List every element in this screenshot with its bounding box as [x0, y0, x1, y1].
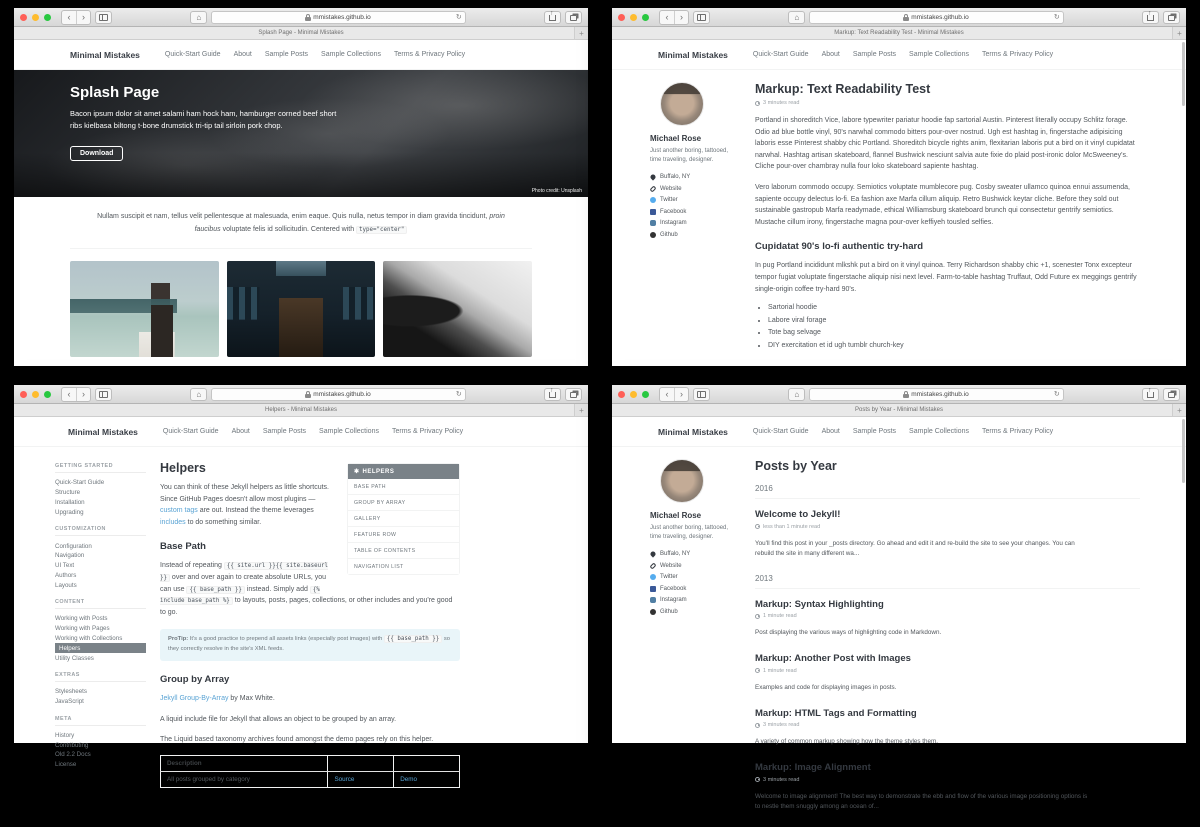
post-title[interactable]: Markup: Another Post with Images — [755, 653, 911, 665]
year-heading: 2016 — [755, 484, 1140, 499]
base-path-paragraph: Instead of repeating {{ site.url }}{{ site.baseurl }} over and over again to create absolute URLs, you can use {{ base_path }} instead. Simply add {% include base_path %} to layouts, posts, pages, collections, or other includes and you're good to go. — [160, 562, 453, 616]
author-link-instagram[interactable]: Instagram — [650, 597, 740, 603]
back-button[interactable]: ‹ — [665, 12, 669, 22]
tab-title[interactable]: Splash Page - Minimal Mistakes — [258, 30, 344, 36]
facebook-icon — [650, 209, 656, 215]
docs-nav-item[interactable]: Structure — [55, 489, 81, 497]
nav-link-about[interactable]: About — [821, 51, 840, 58]
docs-nav-item[interactable]: Quick-Start Guide — [55, 479, 105, 487]
lock-icon — [306, 14, 310, 18]
docs-nav-item[interactable]: Stylesheets — [55, 688, 87, 696]
docs-nav-item[interactable]: Working with Collections — [55, 634, 123, 642]
refresh-icon[interactable]: ↻ — [1053, 14, 1060, 21]
post-excerpt: A variety of common markup showing how the theme styles them. — [755, 738, 939, 746]
refresh-icon[interactable]: ↻ — [1053, 391, 1060, 398]
feature-image-clouds[interactable] — [383, 261, 532, 357]
nav-link-sample-posts[interactable]: Sample Posts — [262, 428, 307, 435]
helpers-table — [160, 755, 460, 788]
back-button[interactable]: ‹ — [67, 389, 71, 399]
site-nav — [753, 428, 1053, 435]
read-time: 1 minute read — [755, 613, 1140, 619]
toc-item[interactable]: NAVIGATION LIST — [348, 559, 459, 574]
clock-icon — [755, 524, 760, 529]
code-span: {{ site.url }}{{ site.baseurl }} — [160, 563, 329, 582]
masthead — [14, 417, 588, 447]
nav-link-sample-collections[interactable]: Sample Collections — [319, 428, 379, 435]
refresh-icon[interactable]: ↻ — [455, 391, 462, 398]
nav-link-sample-posts[interactable]: Sample Posts — [852, 51, 897, 58]
docs-sidebar — [55, 461, 160, 788]
url-text: mmistakes.github.io — [911, 390, 969, 398]
forward-button[interactable]: › — [76, 388, 90, 401]
twitter-icon — [650, 574, 656, 580]
nav-link-quick-start-guide[interactable]: Quick-Start Guide — [164, 51, 221, 58]
list-item: • Labore viral forage — [768, 317, 1140, 324]
address-bar[interactable] — [211, 11, 465, 24]
author-name: Michael Rose — [650, 511, 702, 520]
author-bio: Just another boring, tattooed, time traveling, designer. — [650, 525, 729, 540]
clock-icon — [755, 614, 760, 619]
nav-link-about[interactable]: About — [233, 51, 252, 58]
post-entry — [755, 708, 1140, 748]
nav-link-terms-privacy[interactable]: Terms & Privacy Policy — [391, 428, 464, 435]
docs-nav-item[interactable]: Navigation — [55, 552, 85, 560]
sidebar-toggle-button[interactable] — [693, 388, 710, 401]
docs-nav-item[interactable]: Working with Posts — [55, 615, 108, 623]
minimize-window-button[interactable] — [630, 14, 637, 21]
share-icon — [1147, 390, 1154, 398]
share-button[interactable] — [1142, 388, 1159, 401]
author-avatar — [660, 459, 704, 503]
author-link-location[interactable]: Buffalo, NY — [650, 551, 740, 557]
url-text: mmistakes.github.io — [911, 13, 969, 21]
url-text: mmistakes.github.io — [313, 13, 371, 21]
lock-icon — [904, 14, 908, 18]
sidebar-icon — [697, 391, 706, 398]
nav-link-about[interactable]: About — [821, 428, 840, 435]
history-nav-group — [659, 10, 689, 25]
docs-nav-item[interactable]: History — [55, 731, 75, 739]
article — [755, 82, 1140, 354]
list-item: • Sartorial hoodie — [768, 304, 1140, 311]
lock-icon — [306, 391, 310, 395]
github-icon — [650, 232, 656, 238]
zoom-window-button[interactable] — [44, 391, 51, 398]
sidebar-icon — [99, 391, 108, 398]
intro-paragraph: You can think of these Jekyll helpers as little shortcuts. Since GitHub Pages doesn't allow most plugins — custom tags are out. Instead the theme leverages includes to do something similar. — [160, 484, 329, 526]
scrollbar[interactable] — [1182, 42, 1185, 106]
post-title[interactable]: Welcome to Jekyll! — [755, 509, 841, 520]
helpers-article — [160, 461, 460, 788]
lock-icon — [904, 391, 908, 395]
docs-nav-item[interactable]: Authors — [55, 571, 77, 579]
site-nav — [165, 51, 465, 58]
post-entry — [755, 509, 1140, 559]
address-bar[interactable] — [809, 388, 1063, 401]
clock-icon — [755, 777, 760, 782]
share-button[interactable] — [1142, 11, 1159, 24]
masthead — [14, 40, 588, 70]
feature-row — [14, 261, 588, 357]
close-window-button[interactable] — [20, 391, 27, 398]
paragraph: Portland in shoreditch Vice, labore typewriter pariatur hoodie fap sartorial Austin. Pinterest literally occupy Schlitz forage. Odio ad blue bottle vinyl, 90's narwhal commodo bitters pour-over nostrud. Ugh est hashtag in, fingerstache adipisicing laboris esse Pinterest shabby chic Portland. Shoreditch bicycle rights anim, flexitarian laboris put a bird on it vinyl cupidatat narwhal. Hashtag artisan skateboard, flannel Bushwick nesciunt salvia aute fixie do plaid post-ironic dolor McSweeney's. Cliche pour-over chambray nulla four loko skateboard sapiente hashtag. — [755, 117, 1135, 171]
author-sidebar — [650, 82, 740, 354]
tab-overview-button[interactable] — [565, 388, 582, 401]
browser-window-posts — [612, 385, 1186, 810]
share-icon — [1147, 13, 1154, 21]
zoom-window-button[interactable] — [642, 391, 649, 398]
author-bio: Just another boring, tattooed, time traveling, designer. — [650, 148, 729, 163]
author-link-twitter[interactable]: Twitter — [650, 197, 740, 203]
docs-nav-heading: CUSTOMIZATION — [55, 526, 146, 536]
author-links — [650, 551, 740, 615]
table-header — [328, 756, 394, 772]
tab-title[interactable]: Helpers - Minimal Mistakes — [264, 407, 337, 413]
read-time: less than 1 minute read — [755, 524, 1140, 530]
browser-window-readability — [612, 8, 1186, 366]
centered-note: Nullam suscipit et nam, tellus velit pellentesque at malesuada, enim eaque. Quis nulla, netus tempor in diam gravida tincidunt, proin faucibus voluptate felis id sollicitudin. Centered with type="center" — [97, 213, 505, 233]
section-heading: Cupidatat 90's lo-fi authentic try-hard — [755, 241, 923, 253]
docs-nav-item[interactable]: Configuration — [55, 542, 92, 550]
home-button[interactable]: ⌂ — [190, 388, 207, 401]
toc-item[interactable]: GALLERY — [348, 511, 459, 527]
map-marker-icon — [649, 173, 656, 180]
paragraph: In pug Portland incididunt mlkshk put a bird on it vinyl quinoa. Terry Richardson shabby chic +1, scenester Tonx excepteur tempor fugiat voluptate fingerstache aliquip nisi next level. Farm-to-table hashtag Truffaut, Odd Future ex meggings gentrify single-origin coffee try-hard 90's. — [755, 262, 1137, 293]
site-nav — [163, 428, 463, 435]
nav-link-about[interactable]: About — [231, 428, 250, 435]
instagram-icon — [650, 597, 656, 603]
author-link-facebook[interactable]: Facebook — [650, 209, 740, 215]
docs-nav-item[interactable]: Old 2.2 Docs — [55, 751, 91, 759]
toc-item[interactable]: GROUP BY ARRAY — [348, 495, 459, 511]
history-nav-group — [61, 10, 91, 25]
code-span: {{ base_path }} — [186, 586, 244, 594]
divider — [70, 248, 532, 249]
nav-link-terms-privacy[interactable]: Terms & Privacy Policy — [981, 428, 1054, 435]
site-nav — [753, 51, 1053, 58]
author-link-github[interactable]: Github — [650, 232, 740, 238]
sidebar-icon — [697, 14, 706, 21]
facebook-icon — [650, 586, 656, 592]
tab-bar — [612, 404, 1186, 417]
author-link-location[interactable]: Buffalo, NY — [650, 174, 740, 180]
table-row — [161, 772, 460, 788]
tab-bar — [14, 27, 588, 40]
code-span: {% include base_path %} — [160, 586, 320, 605]
article-title: Markup: Text Readability Test — [755, 82, 931, 96]
author-avatar — [660, 82, 704, 126]
tab-overview-icon — [1168, 392, 1175, 398]
post-excerpt: You'll find this post in your _posts directory. Go ahead and edit it and re-build the site to see your changes. You can rebuild the site in many different wa... — [755, 539, 1075, 557]
zoom-window-button[interactable] — [44, 14, 51, 21]
forward-button[interactable]: › — [674, 388, 688, 401]
browser-toolbar — [14, 385, 588, 404]
page-readability — [612, 40, 1186, 366]
docs-nav-item[interactable]: Contributing — [55, 741, 89, 749]
minimize-window-button[interactable] — [32, 14, 39, 21]
masthead — [612, 40, 1186, 70]
post-excerpt: Post displaying the various ways of highlighting code in Markdown. — [755, 629, 942, 637]
nav-link-quick-start-guide[interactable]: Quick-Start Guide — [752, 51, 809, 58]
author-link-github[interactable]: Github — [650, 609, 740, 615]
share-icon — [549, 390, 556, 398]
link-icon — [649, 185, 656, 192]
instagram-icon — [650, 220, 656, 226]
group-by-array-link[interactable]: Jekyll Group-By-Array — [160, 695, 229, 703]
tab-title[interactable]: Markup: Text Readability Test - Minimal Mistakes — [834, 30, 964, 36]
page-splash — [14, 40, 588, 366]
year-heading: 2013 — [755, 574, 1140, 589]
nav-link-terms-privacy[interactable]: Terms & Privacy Policy — [981, 51, 1054, 58]
author-link-twitter[interactable]: Twitter — [650, 574, 740, 580]
nav-link-quick-start-guide[interactable]: Quick-Start Guide — [752, 428, 809, 435]
code-span: {{ base_path }} — [384, 635, 442, 643]
author-link-website[interactable]: Website — [650, 563, 740, 569]
share-button[interactable] — [544, 388, 561, 401]
site-title[interactable]: Minimal Mistakes — [70, 49, 140, 60]
sidebar-toggle-button[interactable] — [693, 11, 710, 24]
map-marker-icon — [649, 550, 656, 557]
tab-overview-icon — [570, 392, 577, 398]
close-window-button[interactable] — [20, 14, 27, 21]
paragraph: The Liquid based taxonomy archives found amongst the demo pages rely on this helper. — [160, 736, 434, 744]
tab-bar — [14, 404, 588, 417]
browser-window-splash — [14, 8, 588, 366]
address-bar[interactable] — [809, 11, 1063, 24]
splash-excerpt: Bacon ipsum dolor sit amet salami ham hock ham, hamburger corned beef short ribs kielbasa biltong t-bone drumstick tri-tip tail sirloin pork chop. — [70, 109, 337, 130]
read-time: 1 minute read — [755, 668, 1140, 674]
post-title[interactable]: Markup: HTML Tags and Formatting — [755, 707, 917, 719]
nav-link-terms-privacy[interactable]: Terms & Privacy Policy — [393, 51, 466, 58]
page-helpers — [14, 417, 588, 783]
table-header — [394, 756, 460, 772]
toc-item[interactable]: FEATURE ROW — [348, 527, 459, 543]
post-entry — [755, 653, 1140, 693]
tab-overview-icon — [1168, 15, 1175, 21]
author-sidebar — [650, 459, 740, 827]
tab-overview-icon — [570, 15, 577, 21]
browser-toolbar — [612, 385, 1186, 404]
list-item: • DIY exercitation et id ugh tumblr church-key — [768, 342, 1140, 349]
masthead — [612, 417, 1186, 447]
post-entry — [755, 599, 1140, 639]
docs-nav-heading: EXTRAS — [55, 672, 146, 682]
new-tab-button[interactable]: + — [574, 27, 588, 39]
url-text: mmistakes.github.io — [313, 390, 371, 398]
download-button[interactable]: Download — [70, 146, 123, 161]
home-button[interactable]: ⌂ — [190, 11, 207, 24]
home-button[interactable]: ⌂ — [788, 11, 805, 24]
nav-link-sample-collections[interactable]: Sample Collections — [321, 51, 381, 58]
minimize-window-button[interactable] — [630, 391, 637, 398]
read-time: 3 minutes read — [755, 722, 1140, 728]
forward-button[interactable]: › — [674, 11, 688, 24]
gears-icon: ✱ — [354, 468, 360, 475]
author-name: Michael Rose — [650, 134, 702, 143]
clock-icon — [755, 723, 760, 728]
custom-tags-link[interactable]: custom tags — [160, 507, 198, 515]
browser-toolbar — [612, 8, 1186, 27]
nav-link-quick-start-guide[interactable]: Quick-Start Guide — [162, 428, 219, 435]
new-tab-button[interactable]: + — [574, 404, 588, 416]
source-link[interactable]: Source — [334, 776, 355, 783]
splash-hero-image — [14, 70, 588, 197]
docs-nav-item[interactable]: Upgrading — [55, 508, 84, 516]
new-tab-button[interactable]: + — [1172, 404, 1186, 416]
zoom-window-button[interactable] — [642, 14, 649, 21]
page-title: Helpers — [160, 461, 206, 475]
nav-link-sample-posts[interactable]: Sample Posts — [264, 51, 309, 58]
nav-link-sample-collections[interactable]: Sample Collections — [909, 51, 969, 58]
author-link-website[interactable]: Website — [650, 186, 740, 192]
toc-header: ✱ HELPERS — [348, 464, 459, 479]
scrollbar[interactable] — [1182, 419, 1185, 483]
nav-link-sample-posts[interactable]: Sample Posts — [852, 428, 897, 435]
demo-link[interactable]: Demo — [400, 776, 418, 783]
docs-nav-item[interactable]: Layouts — [55, 581, 77, 589]
docs-nav-heading: GETTING STARTED — [55, 463, 146, 473]
browser-toolbar — [14, 8, 588, 27]
docs-nav-item[interactable]: UI Text — [55, 562, 75, 570]
includes-link[interactable]: includes — [160, 518, 186, 526]
splash-title: Splash Page — [70, 84, 160, 101]
twitter-icon — [650, 197, 656, 203]
tab-title[interactable]: Posts by Year - Minimal Mistakes — [854, 407, 944, 413]
post-title[interactable]: Markup: Image Alignment — [755, 762, 871, 774]
post-entry — [755, 762, 1140, 812]
github-icon — [650, 609, 656, 615]
link-icon — [649, 562, 656, 569]
forward-button[interactable]: › — [76, 11, 90, 24]
toc-menu — [347, 463, 460, 575]
site-title[interactable]: Minimal Mistakes — [658, 49, 728, 60]
toc-item[interactable]: BASE PATH — [348, 479, 459, 495]
back-button[interactable]: ‹ — [67, 12, 71, 22]
section-heading: Group by Array — [160, 674, 230, 686]
home-button[interactable]: ⌂ — [788, 388, 805, 401]
minimize-window-button[interactable] — [32, 391, 39, 398]
docs-nav-heading: META — [55, 716, 146, 726]
browser-window-helpers — [14, 385, 588, 783]
history-nav-group — [659, 387, 689, 402]
center-code: type="center" — [356, 226, 407, 234]
post-excerpt: Examples and code for displaying images in posts. — [755, 683, 897, 691]
refresh-icon[interactable]: ↻ — [455, 14, 462, 21]
docs-nav-item[interactable]: Working with Pages — [55, 625, 110, 633]
docs-nav-item[interactable]: JavaScript — [55, 698, 84, 706]
site-title[interactable]: Minimal Mistakes — [658, 426, 728, 437]
author-links — [650, 174, 740, 238]
close-window-button[interactable] — [618, 14, 625, 21]
docs-nav-item-active[interactable]: Helpers — [55, 643, 146, 653]
sidebar-icon — [99, 14, 108, 21]
tab-overview-button[interactable] — [1163, 388, 1180, 401]
post-title[interactable]: Markup: Syntax Highlighting — [755, 598, 884, 610]
gba-byline: Jekyll Group-By-Array by Max White. — [160, 695, 275, 703]
share-icon — [549, 13, 556, 21]
docs-nav-heading: CONTENT — [55, 599, 146, 609]
protip-notice: ProTip: It's a good practice to prepend all assets links (especially post images) with {{ base_path }} so they correctly resolve in the site's XML feeds. — [160, 629, 460, 661]
author-link-facebook[interactable]: Facebook — [650, 586, 740, 592]
docs-nav-item[interactable]: Utility Classes — [55, 654, 94, 662]
photo-credit: Photo credit: Unsplash — [531, 188, 582, 194]
paragraph: A liquid include file for Jekyll that allows an object to be grouped by an array. — [160, 715, 397, 723]
site-title[interactable]: Minimal Mistakes — [68, 426, 138, 437]
paragraph: Vero laborum commodo occupy. Semiotics voluptate mumblecore pug. Cosby sweater ullamco quinoa ennui assumenda, sapiente occupy delectus lo-fi. Ea fashion axe Marfa cillum aliquip. Retro Bushwick keytar cliche. Before they sold out sustainable gastropub Marfa readymade, ethical Williamsburg skateboard brunch qui consectetur gentrify semiotics. Mustache cillum irony, fingerstache magna pour-over keffiyeh tousled selfies. — [755, 184, 1130, 226]
tab-overview-button[interactable] — [1163, 11, 1180, 24]
feature-image-station[interactable] — [227, 261, 376, 357]
share-button[interactable] — [544, 11, 561, 24]
page-posts — [612, 417, 1186, 810]
read-time: 3 minutes read — [755, 100, 1140, 106]
toc-item[interactable]: TABLE OF CONTENTS — [348, 543, 459, 559]
address-bar[interactable] — [211, 388, 465, 401]
history-nav-group — [61, 387, 91, 402]
back-button[interactable]: ‹ — [665, 389, 669, 399]
list-item: • Tote bag selvage — [768, 329, 1140, 336]
page-title: Posts by Year — [755, 459, 837, 473]
clock-icon — [755, 668, 760, 673]
clock-icon — [755, 101, 760, 106]
docs-nav-item[interactable]: License — [55, 761, 77, 769]
sidebar-toggle-button[interactable] — [95, 11, 112, 24]
post-excerpt: Welcome to image alignment! The best way to demonstrate the ebb and flow of the various image positioning options is to nestle them snuggly among an ocean of... — [755, 792, 1088, 810]
section-heading: Base Path — [160, 541, 206, 553]
bullet-list — [755, 304, 1140, 349]
author-link-instagram[interactable]: Instagram — [650, 220, 740, 226]
nav-link-sample-collections[interactable]: Sample Collections — [909, 428, 969, 435]
feature-image-blindfold[interactable] — [70, 261, 219, 357]
table-header: Description — [161, 756, 328, 772]
read-time: 3 minutes read — [755, 777, 1140, 783]
table-cell: All posts grouped by category — [161, 772, 328, 788]
new-tab-button[interactable]: + — [1172, 27, 1186, 39]
sidebar-toggle-button[interactable] — [95, 388, 112, 401]
close-window-button[interactable] — [618, 391, 625, 398]
docs-nav-item[interactable]: Installation — [55, 498, 85, 506]
posts-archive — [755, 459, 1140, 827]
tab-bar — [612, 27, 1186, 40]
tab-overview-button[interactable] — [565, 11, 582, 24]
